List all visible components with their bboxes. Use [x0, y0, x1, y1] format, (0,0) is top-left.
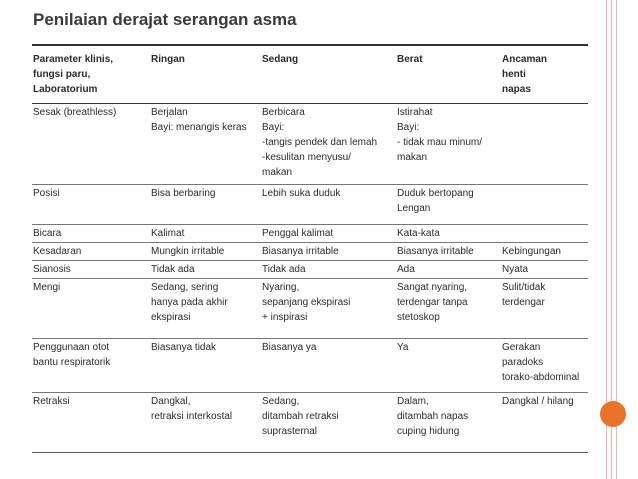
table-cell: Kalimat	[150, 225, 261, 243]
table-cell: Posisi	[32, 185, 150, 225]
table-cell: Dangkal / hilang	[502, 396, 574, 407]
table-cell: Sianosis	[32, 261, 150, 279]
table-cell: Nyaring, sepanjang ekspirasi + inspirasi	[261, 279, 396, 339]
column-header: Berat	[396, 45, 501, 104]
table-cell: Kebingungan	[501, 243, 588, 261]
table-cell: Penggunaan otot bantu respiratorik	[32, 339, 150, 393]
table-cell: Duduk bertopang Lengan	[396, 185, 501, 225]
table-cell: Kata-kata	[396, 225, 501, 243]
table-cell: Sedang, sering hanya pada akhir ekspirasi	[150, 279, 261, 339]
table-cell: Berjalan Bayi: menangis keras	[150, 104, 261, 185]
table-cell: Biasanya ya	[261, 339, 396, 393]
table-cell: Penggal kalimat	[261, 225, 396, 243]
table-cell: Dalam, ditambah napas cuping hidung	[397, 396, 469, 437]
table-cell: Ada	[396, 261, 501, 279]
table-cell: Sangat nyaring, terdengar tanpa stetoskop	[396, 279, 501, 339]
table-cell: Biasanya irritable	[396, 243, 501, 261]
table-cell: Lebih suka duduk	[261, 185, 396, 225]
table-cell: Bicara	[32, 225, 150, 243]
page-title: Penilaian derajat serangan asma	[33, 10, 297, 29]
table-cell: Nyata	[501, 261, 588, 279]
table-header-row	[32, 45, 588, 104]
accent-circle	[600, 401, 626, 427]
table-cell: Ya	[396, 339, 501, 393]
table-cell: Mengi	[32, 279, 150, 339]
column-header: Ancaman henti napas	[501, 45, 588, 104]
table-cell: Sulit/tidak terdengar	[501, 279, 588, 339]
table-cell: Biasanya irritable	[261, 243, 396, 261]
table-cell: Biasanya tidak	[150, 339, 261, 393]
table-cell: Bisa berbaring	[150, 185, 261, 225]
table-cell: Dangkal, retraksi interkostal	[151, 396, 233, 422]
table-row	[32, 279, 588, 339]
column-header: Sedang	[261, 45, 396, 104]
table-row	[32, 393, 588, 453]
table-cell: Kesadaran	[32, 243, 150, 261]
table-cell: Tidak ada	[261, 261, 396, 279]
table-cell	[501, 185, 588, 225]
table-row	[32, 261, 588, 279]
table-cell	[501, 225, 588, 243]
table-cell	[501, 104, 588, 185]
column-header: Parameter klinis, fungsi paru, Laboratorium	[32, 45, 150, 104]
table-cell: Istirahat Bayi: - tidak mau minum/ makan	[396, 104, 501, 185]
table-row	[32, 339, 588, 393]
table-cell: Berbicara Bayi: -tangis pendek dan lemah -kesulitan menyusu/ makan	[261, 104, 396, 185]
column-header: Ringan	[150, 45, 261, 104]
table-row	[32, 243, 588, 261]
table-cell: Gerakan paradoks torako-abdominal	[501, 339, 588, 393]
table-cell: Mungkin irritable	[150, 243, 261, 261]
table-cell: Sesak (breathless)	[32, 104, 150, 185]
table-row	[32, 104, 588, 185]
table-cell: Sedang, ditambah retraksi suprasternal	[262, 396, 339, 437]
table-cell: Retraksi	[33, 396, 70, 407]
asthma-severity-table	[32, 44, 588, 453]
table-row	[32, 225, 588, 243]
table-row	[32, 185, 588, 225]
table-cell: Tidak ada	[150, 261, 261, 279]
